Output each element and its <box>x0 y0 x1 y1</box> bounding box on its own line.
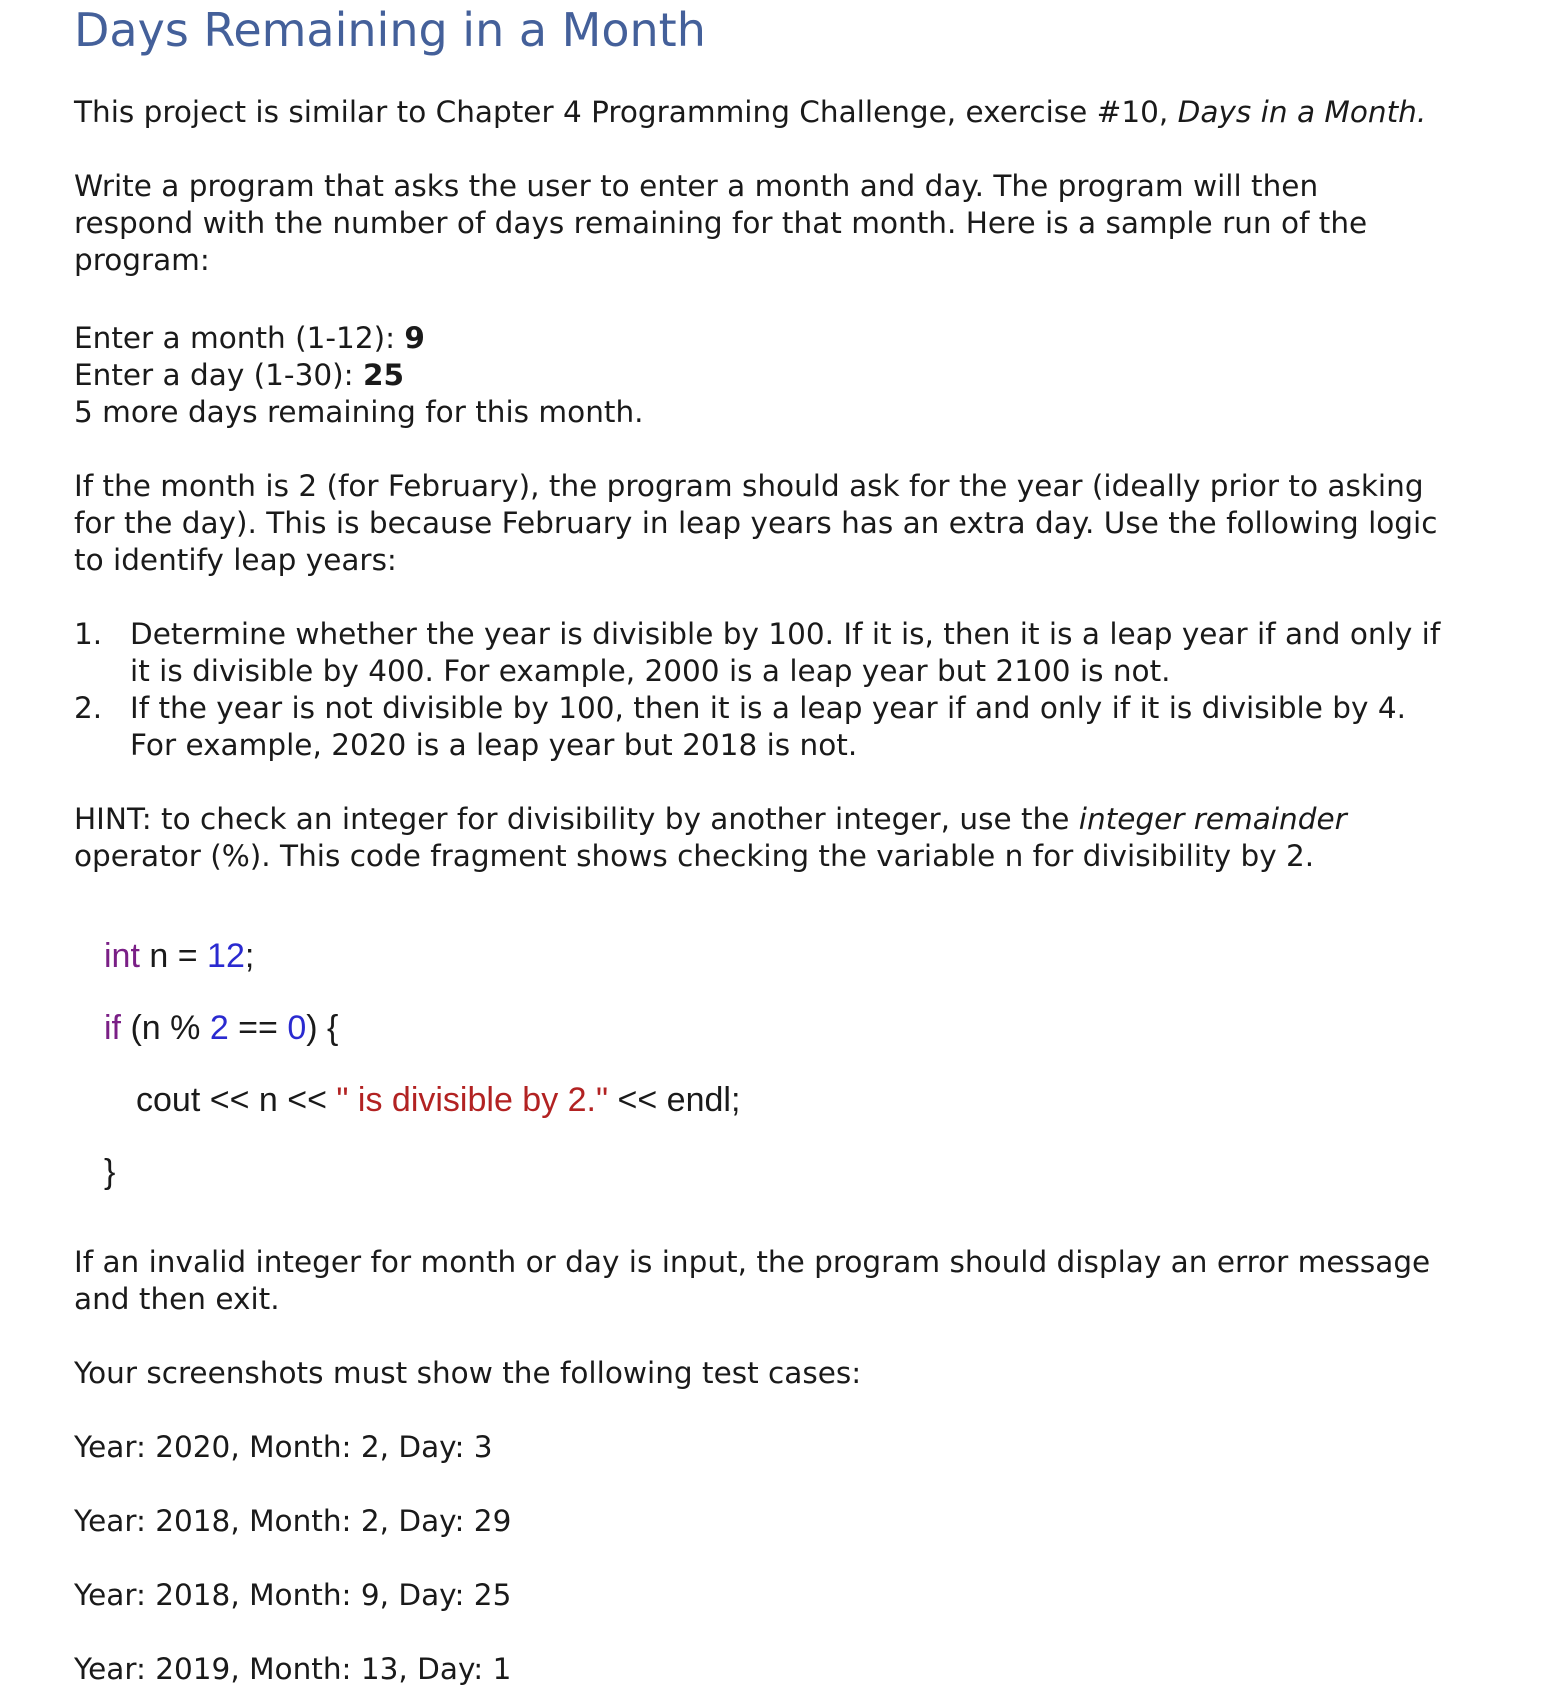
code-text: ) { <box>306 1009 339 1047</box>
february-line-3: to identify leap years: <box>74 543 397 577</box>
intro-text: This project is similar to Chapter 4 Programming Challenge, exercise #10, <box>74 95 1178 129</box>
hint-paragraph <box>74 801 1514 875</box>
rule-2-line-1: If the year is not divisible by 100, then it is a leap year if and only if it is divisible by 4. <box>130 691 1406 725</box>
code-text: << endl; <box>608 1081 741 1119</box>
intro-paragraph <box>74 94 1514 131</box>
test-case-3: Year: 2018, Month: 9, Day: 25 <box>74 1578 512 1612</box>
code-line-3 <box>104 1064 1514 1136</box>
code-text: ; <box>244 937 255 975</box>
page-title: Days Remaining in a Month <box>74 3 706 57</box>
code-keyword-int: int <box>104 937 140 975</box>
february-line-2: for the day). This is because February in leap years has an extra day. Use the following logic <box>74 506 1438 540</box>
code-text: (n % <box>121 1009 210 1047</box>
hint-prefix: HINT: to check an integer for divisibility by another integer, use the <box>74 802 1079 836</box>
code-text: cout << n << <box>136 1081 337 1119</box>
rule-1-line-1: Determine whether the year is divisible by 100. If it is, then it is a leap year if and only if <box>130 617 1441 651</box>
sample-run <box>74 320 1514 431</box>
code-line-1 <box>104 920 1514 992</box>
sample-month-value: 9 <box>404 321 425 355</box>
code-number: 2 <box>209 1009 229 1047</box>
document-page <box>74 0 1514 1688</box>
february-line-1: If the month is 2 (for February), the program should ask for the year (ideally prior to asking <box>74 469 1424 503</box>
test-cases-intro: Your screenshots must show the following test cases: <box>74 1356 862 1390</box>
task-paragraph <box>74 168 1514 279</box>
code-closing-brace: } <box>104 1153 116 1191</box>
sample-day-prompt: Enter a day (1-30): <box>74 358 363 392</box>
task-line-2: respond with the number of days remaining for that month. Here is a sample run of the <box>74 206 1368 240</box>
code-keyword-if: if <box>104 1009 121 1047</box>
code-number: 0 <box>287 1009 307 1047</box>
task-line-1: Write a program that asks the user to enter a month and day. The program will then <box>74 169 1319 203</box>
code-fragment <box>104 920 1514 1208</box>
code-text: n = <box>139 937 208 975</box>
hint-italic: integer remainder <box>1078 802 1347 836</box>
code-string: " is divisible by 2." <box>336 1081 609 1119</box>
code-line-2 <box>104 992 1514 1064</box>
sample-day-value: 25 <box>362 358 404 392</box>
sample-month-prompt: Enter a month (1-12): <box>74 321 405 355</box>
code-number: 12 <box>207 937 245 975</box>
test-case-2: Year: 2018, Month: 2, Day: 29 <box>74 1504 512 1538</box>
intro-exercise-title: Days in a Month. <box>1177 95 1427 129</box>
rule-2-line-2: For example, 2020 is a leap year but 2018 is not. <box>130 728 858 762</box>
february-paragraph <box>74 468 1514 579</box>
leap-year-rules <box>74 616 1514 764</box>
rule-1-line-2: it is divisible by 400. For example, 2000 is a leap year but 2100 is not. <box>130 654 1171 688</box>
invalid-input-paragraph <box>74 1244 1514 1318</box>
invalid-line-1: If an invalid integer for month or day is input, the program should display an error message <box>74 1245 1431 1279</box>
hint-line-2: operator (%). This code fragment shows checking the variable n for divisibility by 2. <box>74 839 1315 873</box>
code-line-4 <box>104 1136 1514 1208</box>
invalid-line-2: and then exit. <box>74 1282 280 1316</box>
list-item <box>130 616 1514 690</box>
task-line-3: program: <box>74 243 210 277</box>
code-text: == <box>228 1009 288 1047</box>
test-case-1: Year: 2020, Month: 2, Day: 3 <box>74 1430 493 1464</box>
test-case-4: Year: 2019, Month: 13, Day: 1 <box>74 1652 512 1686</box>
sample-result: 5 more days remaining for this month. <box>74 395 644 429</box>
list-item <box>130 690 1514 764</box>
